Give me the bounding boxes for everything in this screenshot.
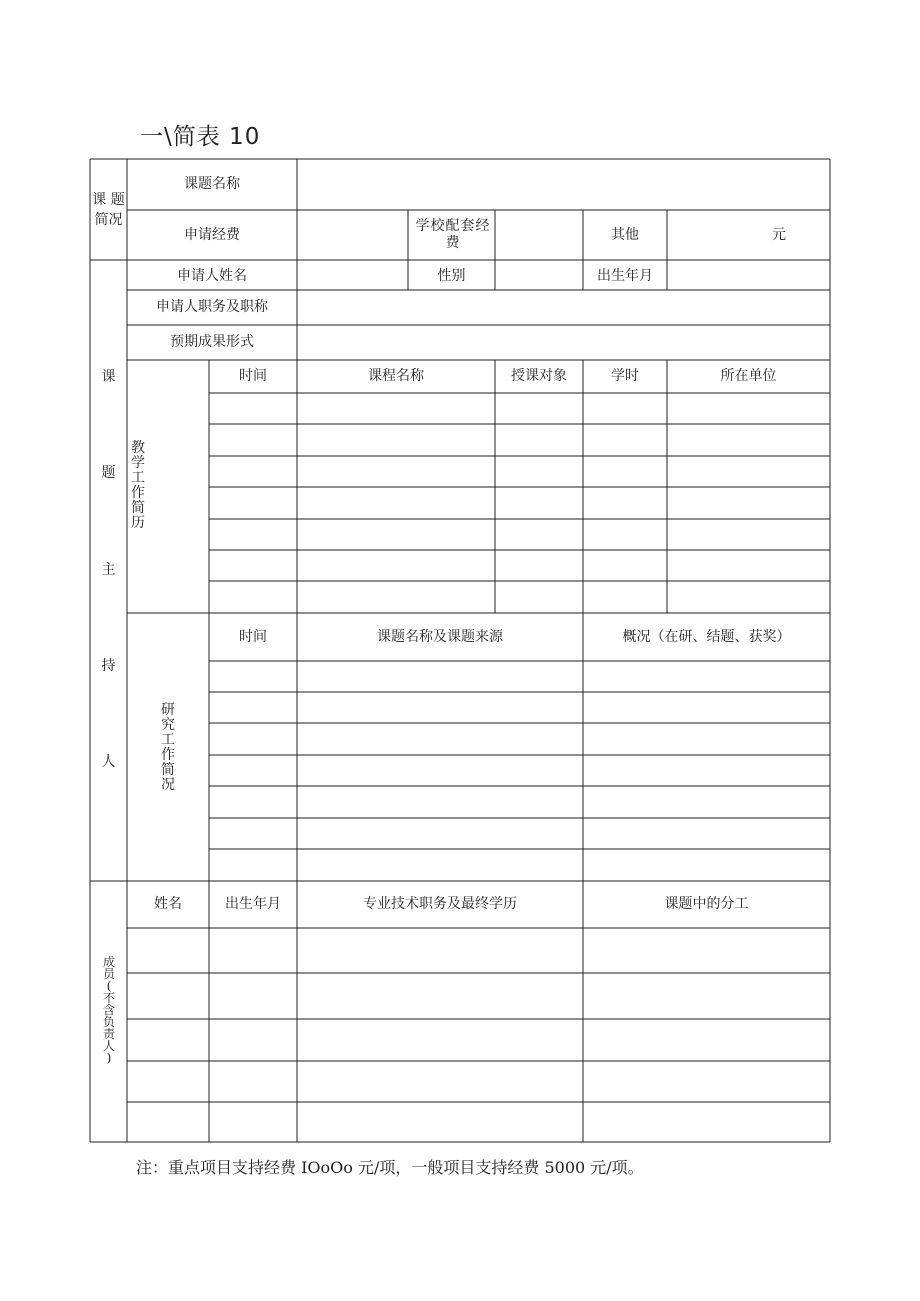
funding-label: 申请经费 xyxy=(184,226,240,243)
teaching-char: 简 xyxy=(131,500,145,516)
research-header-status: 概况（在研、结题、获奖） xyxy=(622,628,791,645)
members-char: ( xyxy=(106,979,112,993)
teaching-char: 作 xyxy=(131,485,145,501)
research-char: 研 xyxy=(161,702,175,718)
host-char: 持 xyxy=(101,657,116,674)
other-funding-label: 其他 xyxy=(611,226,639,243)
section-host-label xyxy=(90,370,127,770)
teaching-header-hours: 学时 xyxy=(611,368,639,384)
research-header-topic: 课题名称及课题来源 xyxy=(377,628,503,645)
document-title: 一\简表 10 xyxy=(140,124,261,150)
host-char: 人 xyxy=(101,754,116,770)
topic-name-field[interactable] xyxy=(297,159,830,210)
members-label xyxy=(98,954,120,1066)
members-char: 负 xyxy=(102,1015,115,1029)
teaching-header-unit: 所在单位 xyxy=(720,368,777,384)
birth-field[interactable] xyxy=(667,262,830,290)
research-char: 简 xyxy=(161,762,175,778)
teaching-char: 学 xyxy=(131,455,145,471)
applicant-title-field[interactable] xyxy=(297,290,830,325)
teaching-history-label xyxy=(127,436,149,536)
applicant-name-field[interactable] xyxy=(297,262,408,290)
members-char: 人 xyxy=(102,1039,115,1053)
members-header-name: 姓名 xyxy=(154,896,182,912)
research-char: 究 xyxy=(161,717,175,733)
school-funding-field[interactable] xyxy=(495,210,583,260)
gender-field[interactable] xyxy=(495,262,583,290)
research-char: 况 xyxy=(161,777,175,793)
members-char: 责 xyxy=(102,1027,115,1041)
members-header-title: 专业技术职务及最终学历 xyxy=(363,896,517,912)
members-char: ) xyxy=(106,1051,112,1065)
teaching-char: 历 xyxy=(131,515,145,531)
teaching-header-time: 时间 xyxy=(239,368,267,384)
members-char: 不 xyxy=(102,991,115,1005)
teaching-char: 工 xyxy=(131,470,145,486)
host-char: 主 xyxy=(101,561,116,578)
funding-note: 注：重点项目支持经费 IOoOo 元/项，一般项目支持经费 5000 元/项。 xyxy=(136,1158,644,1177)
members-header-birth: 出生年月 xyxy=(225,896,281,912)
funding-field[interactable] xyxy=(297,210,408,260)
research-history-label xyxy=(157,700,179,796)
school-funding-label: 学校配套经费 xyxy=(415,218,491,251)
host-char: 课 xyxy=(101,369,116,385)
members-char: 成 xyxy=(102,955,115,969)
members-char: 含 xyxy=(102,1003,115,1017)
research-char: 作 xyxy=(161,747,175,763)
outcome-label: 预期成果形式 xyxy=(170,334,254,350)
teaching-char: 教 xyxy=(131,440,145,456)
applicant-name-label: 申请人姓名 xyxy=(177,267,247,284)
research-char: 工 xyxy=(161,732,175,748)
members-char: 员 xyxy=(102,967,115,981)
teaching-header-course: 课程名称 xyxy=(368,368,424,384)
teaching-header-audience: 授课对象 xyxy=(511,368,567,384)
host-char: 题 xyxy=(101,465,116,482)
currency-unit: 元 xyxy=(772,226,786,243)
research-header-time: 时间 xyxy=(239,628,267,645)
members-header-role: 课题中的分工 xyxy=(664,896,749,912)
section-summary-label: 课 题 简况 xyxy=(92,192,125,228)
topic-name-label: 课题名称 xyxy=(184,176,240,192)
applicant-title-label: 申请人职务及职称 xyxy=(156,299,268,315)
gender-label: 性别 xyxy=(437,267,466,284)
birth-label: 出生年月 xyxy=(597,267,653,284)
outcome-field[interactable] xyxy=(297,325,830,360)
